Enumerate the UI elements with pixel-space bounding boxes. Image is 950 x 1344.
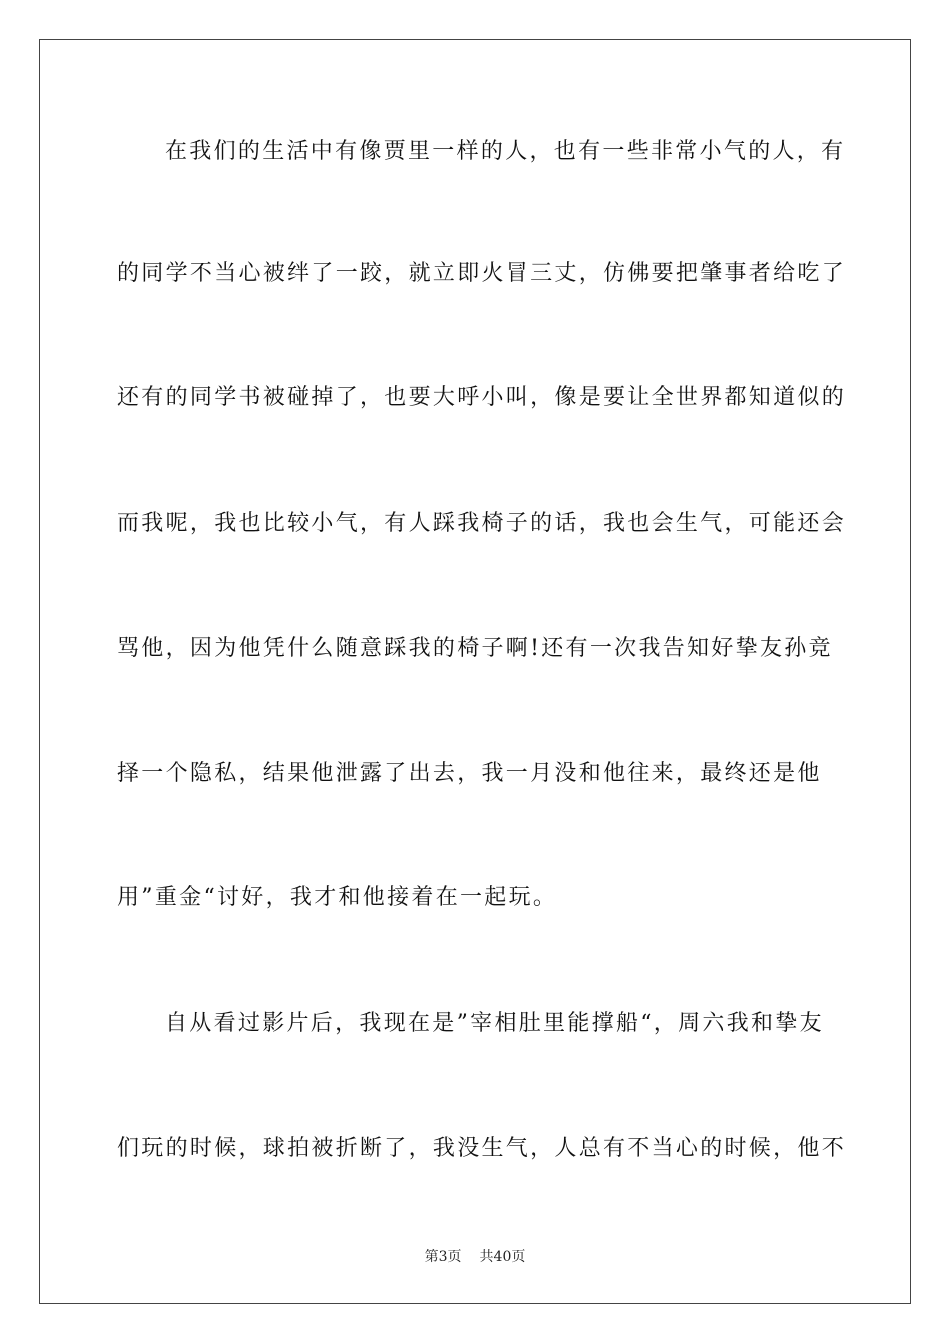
paragraph-line: 用”重金“讨好，我才和他接着在一起玩。 bbox=[117, 885, 558, 910]
page-footer bbox=[0, 1246, 950, 1266]
paragraph-line: 在我们的生活中有像贾里一样的人，也有一些非常小气的人，有 bbox=[165, 139, 846, 164]
page-total: 共40页 bbox=[479, 1249, 526, 1265]
paragraph-line: 们玩的时候，球拍被折断了，我没生气，人总有不当心的时候，他不 bbox=[117, 1136, 847, 1161]
page-number: 第3页 bbox=[424, 1249, 462, 1265]
page-frame bbox=[39, 39, 911, 1304]
paragraph-line: 还有的同学书被碰掉了，也要大呼小叫，像是要让全世界都知道似的 bbox=[117, 385, 847, 410]
paragraph-line: 自从看过影片后，我现在是”宰相肚里能撑船“，周六我和挚友 bbox=[165, 1011, 824, 1036]
paragraph-line: 而我呢，我也比较小气，有人踩我椅子的话，我也会生气，可能还会 bbox=[117, 511, 847, 536]
paragraph-line: 择一个隐私，结果他泄露了出去，我一月没和他往来，最终还是他 bbox=[117, 761, 822, 786]
paragraph-line: 骂他，因为他凭什么随意踩我的椅子啊!还有一次我告知好挚友孙竞 bbox=[117, 636, 833, 661]
paragraph-line: 的同学不当心被绊了一跤，就立即火冒三丈，仿佛要把肇事者给吃了 bbox=[117, 261, 847, 286]
